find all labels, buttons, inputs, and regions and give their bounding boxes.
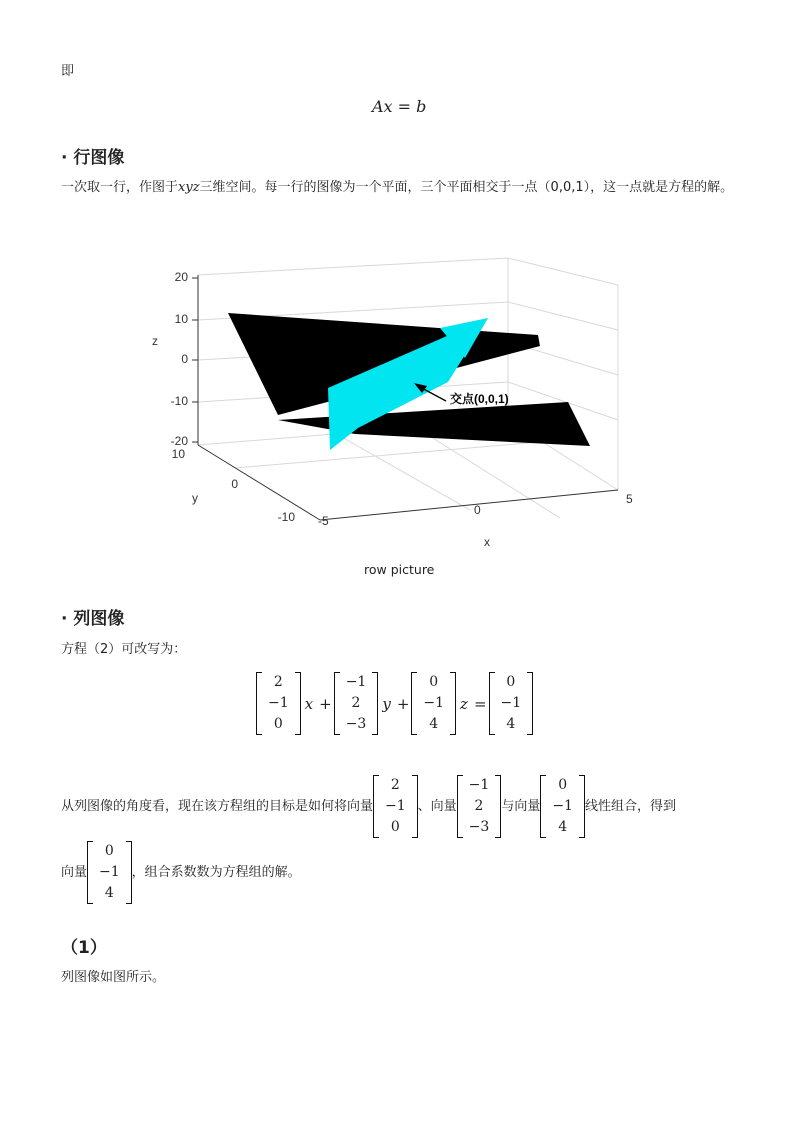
column-paragraph-line1: 从列图像的角度看，现在该方程组的目标是如何将向量 2 −1 0 、向量 −1 2 −3 与向量 0 −1 4 线性组合，得到 [61,775,676,838]
intro-text: 即 [61,64,75,79]
row-picture-paragraph: 一次取一行，作图于xyz三维空间。每一行的图像为一个平面，三个平面相交于一点（0,0,1），这一点就是方程的解。 [61,180,734,195]
z-tick-20: 20 [174,270,188,284]
column-picture-intro: 方程（2）可改写为： [61,642,187,657]
xyz-math: xyz [178,180,200,195]
vector-3: 0 −1 4 [411,672,456,735]
black-plane-lower [278,402,590,446]
z-tick-neg10: -10 [170,394,188,408]
x-tick-5: 5 [626,492,633,506]
y-tick-10: 10 [171,447,185,461]
column-paragraph-line2: 向量 0 −1 4 ，组合系数数为方程组的解。 [61,841,301,904]
z-tick-0: 0 [181,352,188,366]
z-axis-label: z [152,334,158,348]
column-equation: 2 −1 0 x + −1 2 −3 y + 0 −1 4 z = 0 −1 4 [256,672,533,735]
final-line: 列图像如图所示。 [61,970,166,985]
inline-vector-rhs: 0 −1 4 [87,841,132,904]
vector-1: 2 −1 0 [256,672,301,735]
main-equation: Ax = b [372,97,427,116]
figure-caption: row picture [364,562,435,577]
annotation-label: 交点(0,0,1) [450,392,509,406]
z-tick-10: 10 [174,312,188,326]
inline-vector-1: 2 −1 0 [373,775,418,838]
x-axis-label: x [484,535,490,549]
x-tick-neg5: -5 [318,514,329,528]
y-axis-label: y [192,491,198,505]
inline-vector-3: 0 −1 4 [540,775,585,838]
vector-2: −1 2 −3 [334,672,379,735]
inline-vector-2: −1 2 −3 [457,775,502,838]
vector-rhs: 0 −1 4 [489,672,534,735]
subsection-heading: （1） [61,938,107,958]
y-tick-0: 0 [231,477,238,491]
row-picture-heading: · 行图像 [61,148,125,168]
y-tick-neg10: -10 [277,510,295,524]
z-tick-neg20: -20 [170,434,188,448]
row-picture-figure [140,250,660,560]
x-tick-0: 0 [474,503,481,517]
column-picture-heading: · 列图像 [61,609,125,629]
